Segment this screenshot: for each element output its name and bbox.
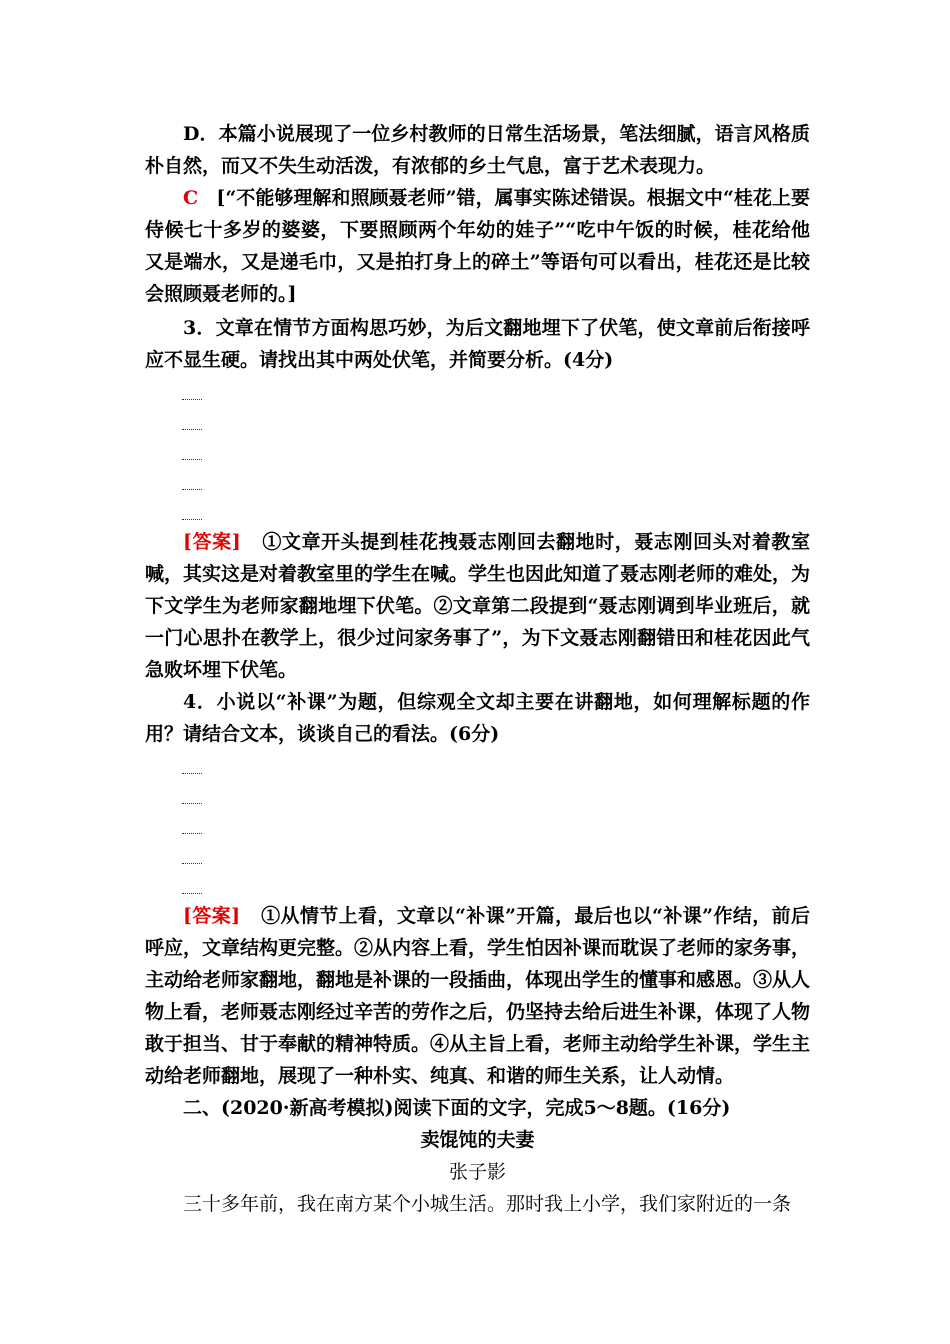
answer-line [182,436,810,466]
q2-answer-letter: C [183,187,199,209]
answer-line [182,810,810,840]
story-author: 张子影 [448,1161,506,1183]
answer-line [182,840,810,870]
q2-answer-text: [“不能够理解和照顾聂老师”错，属事实陈述错误。根据文中“桂花上要侍候七十多岁的婆婆，下要照顾两个年幼的娃子”“吃中午饭的时候，桂花给他又是端水，又是递毛巾，又是拍打身上的碎土”等语句可以看出，桂花还是比较会照顾聂老师的。] [145,187,811,305]
q4-answer-lines [145,750,810,900]
answer-line [182,870,810,900]
option-d-text: 本篇小说展现了一位乡村教师的日常生活场景，笔法细腻，语言风格质朴自然，而又不失生动活泼，有浓郁的乡土气息，富于艺术表现力。 [145,123,810,177]
section-2-heading: 二、(2020·新高考模拟)阅读下面的文字，完成5～8题。(16分) [183,1097,731,1119]
answer-line [182,406,810,436]
q3-answer [145,526,810,686]
answer-line [182,376,810,406]
document-page [145,118,810,1220]
answer-line [182,780,810,810]
answer-line [182,496,810,526]
q2-answer [145,182,810,310]
story-title: 卖馄饨的夫妻 [420,1129,535,1151]
q4-answer [145,900,810,1092]
q4-answer-tag: [答案] [183,905,241,927]
answer-line [182,750,810,780]
story-first-line: 三十多年前，我在南方某个小城生活。那时我上小学，我们家附近的一条 [183,1193,792,1215]
question-4: 4．小说以“补课”为题，但综观全文却主要在讲翻地，如何理解标题的作用？请结合文本，谈谈自己的看法。(6分) [145,691,810,745]
option-d [145,118,810,182]
question-3: 3．文章在情节方面构思巧妙，为后文翻地埋下了伏笔，使文章前后衔接呼应不显生硬。请找出其中两处伏笔，并简要分析。(4分) [145,317,810,371]
option-d-label: D． [183,123,219,145]
answer-line [182,466,810,496]
q3-answer-tag: [答案] [183,531,241,553]
q4-answer-text: ①从情节上看，文章以“补课”开篇，最后也以“补课”作结，前后呼应，文章结构更完整。②从内容上看，学生怕因补课而耽误了老师的家务事，主动给老师家翻地，翻地是补课的一段插曲，体现出学生的懂事和感恩。③从人物上看，老师聂志刚经过辛苦的劳作之后，仍坚持去给后进生补课，体现了人物敢于担当、甘于奉献的精神特质。④从主旨上看，老师主动给学生补课，学生主动给老师翻地，展现了一种朴实、纯真、和谐的师生关系，让人动情。 [145,905,811,1087]
q3-answer-text: ①文章开头提到桂花拽聂志刚回去翻地时，聂志刚回头对着教室喊，其实这是对着教室里的学生在喊。学生也因此知道了聂志刚老师的难处，为下文学生为老师家翻地埋下伏笔。②文章第二段提到“聂志刚调到毕业班后，就一门心思扑在教学上，很少过问家务事了”，为下文聂志刚翻错田和桂花因此气急败坏埋下伏笔。 [145,531,811,681]
q3-answer-lines [145,376,810,526]
